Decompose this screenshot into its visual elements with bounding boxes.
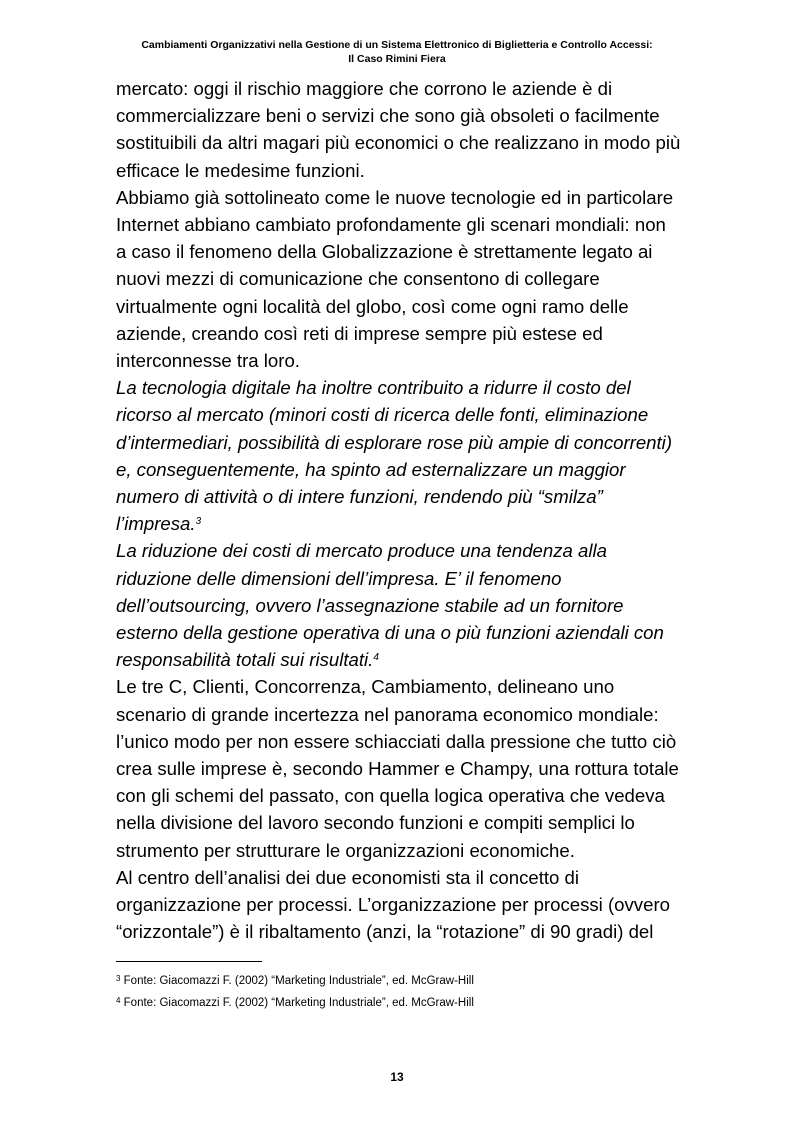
text-line: virtualmente ogni località del globo, così come ogni ramo delle bbox=[116, 295, 629, 317]
quote-text: l’impresa. bbox=[116, 513, 196, 535]
quote-line: d’intermediari, possibilità di esplorare rose più ampie di concorrenti) bbox=[116, 431, 673, 453]
footnote-mark: 3 bbox=[116, 974, 121, 983]
footnote-ref-3[interactable]: 3 bbox=[195, 516, 202, 528]
footnote-4 bbox=[116, 992, 716, 1014]
footnote-mark: 4 bbox=[116, 996, 121, 1005]
text-line: Al centro dell’analisi dei due economisti sta il concetto di bbox=[116, 866, 580, 888]
text-line: Internet abbiano cambiato profondamente gli scenari mondiali: non bbox=[116, 214, 666, 236]
text-line: nuovi mezzi di comunicazione che consentono di collegare bbox=[116, 268, 600, 290]
text-line: Abbiamo già sottolineato come le nuove tecnologie ed in particolare bbox=[116, 186, 674, 208]
footnote-3 bbox=[116, 970, 716, 992]
quote-line-with-ref bbox=[116, 510, 716, 537]
header-title-line1: Cambiamenti Organizzativi nella Gestione di un Sistema Elettronico di Biglietteria e Controllo Accessi: bbox=[141, 39, 653, 51]
quote-line: La riduzione dei costi di mercato produce una tendenza alla bbox=[116, 540, 607, 562]
quote-line: numero di attività o di intere funzioni, rendendo più “smilza” bbox=[116, 486, 603, 508]
text-line: “orizzontale”) è il ribaltamento (anzi, la “rotazione” di 90 gradi) del bbox=[116, 921, 654, 943]
text-line: interconnesse tra loro. bbox=[116, 350, 300, 372]
quote-line-with-ref bbox=[116, 646, 716, 673]
text-line: con gli schemi del passato, con quella logica operativa che vedeva bbox=[116, 785, 665, 807]
quote-line: ricorso al mercato (minori costi di ricerca delle fonti, eliminazione bbox=[116, 404, 649, 426]
text-line: aziende, creando così reti di imprese sempre più estese ed bbox=[116, 322, 603, 344]
footnote-ref-4[interactable]: 4 bbox=[373, 652, 379, 664]
text-line: Le tre C, Clienti, Concorrenza, Cambiamento, delineano uno bbox=[116, 676, 615, 698]
page-number: 13 bbox=[390, 1070, 404, 1084]
text-line: strumento per strutturare le organizzazioni economiche. bbox=[116, 839, 575, 861]
text-line: l’unico modo per non essere schiacciati dalla pressione che tutto ciò bbox=[116, 730, 677, 752]
footnotes bbox=[116, 970, 716, 1014]
quote-line: riduzione delle dimensioni dell’impresa. E’ il fenomeno bbox=[116, 567, 562, 589]
text-line: crea sulle imprese è, secondo Hammer e Champy, una rottura totale bbox=[116, 758, 679, 780]
text-line: commercializzare beni o servizi che sono già obsoleti o facilmente bbox=[116, 105, 660, 127]
text-line: sostituibili da altri magari più economici o che realizzano in modo più bbox=[116, 132, 681, 154]
footnote-divider bbox=[116, 961, 262, 962]
text-line: a caso il fenomeno della Globalizzazione è strettamente legato ai bbox=[116, 241, 653, 263]
quote-text: responsabilità totali sui risultati. bbox=[116, 649, 374, 671]
text-line: scenario di grande incertezza nel panorama economico mondiale: bbox=[116, 703, 659, 725]
body-text bbox=[116, 75, 716, 946]
header-title-line2: Il Caso Rimini Fiera bbox=[348, 53, 446, 65]
text-line: organizzazione per processi. L’organizzazione per processi (ovvero bbox=[116, 894, 670, 916]
quote-line: La tecnologia digitale ha inoltre contribuito a ridurre il costo del bbox=[116, 377, 631, 399]
text-line: mercato: oggi il rischio maggiore che corrono le aziende è di bbox=[116, 78, 613, 99]
text-line: efficace le medesime funzioni. bbox=[116, 159, 365, 181]
text-line: nella divisione del lavoro secondo funzioni e compiti semplici lo bbox=[116, 812, 635, 834]
footnote-text: Fonte: Giacomazzi F. (2002) “Marketing Industriale”, ed. McGraw-Hill bbox=[123, 997, 474, 1009]
quote-line: dell’outsourcing, ovvero l’assegnazione stabile ad un fornitore bbox=[116, 594, 624, 616]
quote-line: e, conseguentemente, ha spinto ad esternalizzare un maggior bbox=[116, 458, 626, 480]
footnote-text: Fonte: Giacomazzi F. (2002) “Marketing Industriale”, ed. McGraw-Hill bbox=[123, 975, 474, 987]
running-header bbox=[0, 38, 794, 66]
quote-line: esterno della gestione operativa di una o più funzioni aziendali con bbox=[116, 622, 664, 644]
